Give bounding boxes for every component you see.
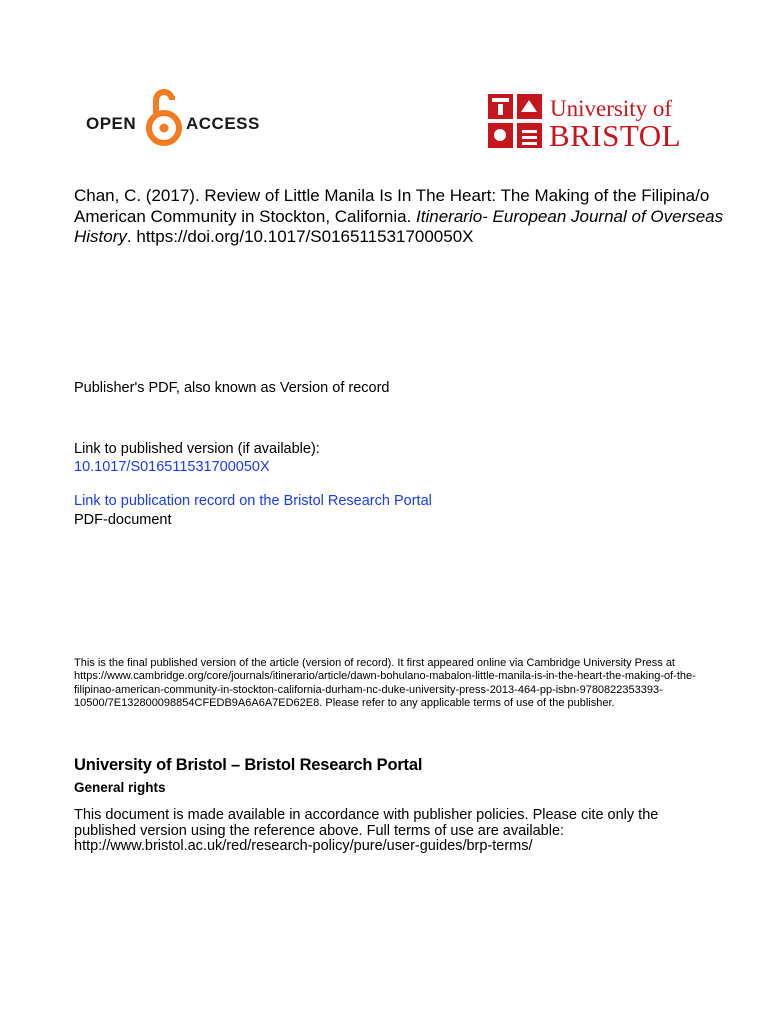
open-access-logo-open: OPEN (86, 114, 137, 133)
general-rights-heading: General rights (74, 780, 166, 795)
open-access-logo-access: ACCESS (186, 114, 260, 133)
document-format: PDF-document (74, 512, 172, 528)
citation-doi-url[interactable]: https://doi.org/10.1017/S016511531700050X (136, 227, 474, 246)
final-version-note: This is the final published version of the article (version of record). It first appeared online via Cambridge University Press at https://www.cambridge.org/core/journals/itinerario/article/dawn-bohulano-mabalon-little-manila-is-in-the-heart-the-making-of-the-filipinao-american-community-in-stockton-california-durham-nc-duke-university-press-2013-464-pp-isbn-9780822353393-10500/7E132800098854CFEDB9A6A6A7ED62E8. Please refer to any applicable terms of use of the publisher. (74, 657, 696, 709)
open-access-lock-icon (144, 86, 184, 148)
citation-journal-suffix: . (126, 227, 132, 246)
published-version-label: Link to published version (if available): (74, 441, 320, 457)
citation (74, 186, 724, 248)
citation-text: Chan, C. (2017). Review of Little Manila Is In The Heart: The Making of the Filipina/o American Community in Stockton, California. (74, 186, 710, 226)
portal-record-block (74, 492, 432, 530)
citation-journal: Itinerario- European Journal of Overseas History (74, 206, 724, 246)
version-text: Publisher's PDF, also known as Version of record (74, 380, 390, 396)
university-of-text: University of (550, 96, 673, 121)
open-access-logo (86, 86, 266, 152)
bristol-text: BRISTOL (549, 118, 682, 153)
published-version-doi-link[interactable]: 10.1017/S016511531700050X (74, 459, 270, 475)
general-rights-text: This document is made available in accordance with publisher policies. Please cite only the published version using the reference above. Full terms of use are available: http://www.bristol.ac.uk/red/research-policy/pure/user-guides/brp-terms/ (74, 807, 659, 854)
bristol-crest-icon (486, 92, 544, 150)
portal-record-link[interactable]: Link to publication record on the Bristol Research Portal (74, 493, 432, 509)
portal-heading: University of Bristol – Bristol Research Portal (74, 756, 423, 774)
university-of-bristol-logo (486, 92, 686, 152)
published-version-block (74, 440, 320, 476)
